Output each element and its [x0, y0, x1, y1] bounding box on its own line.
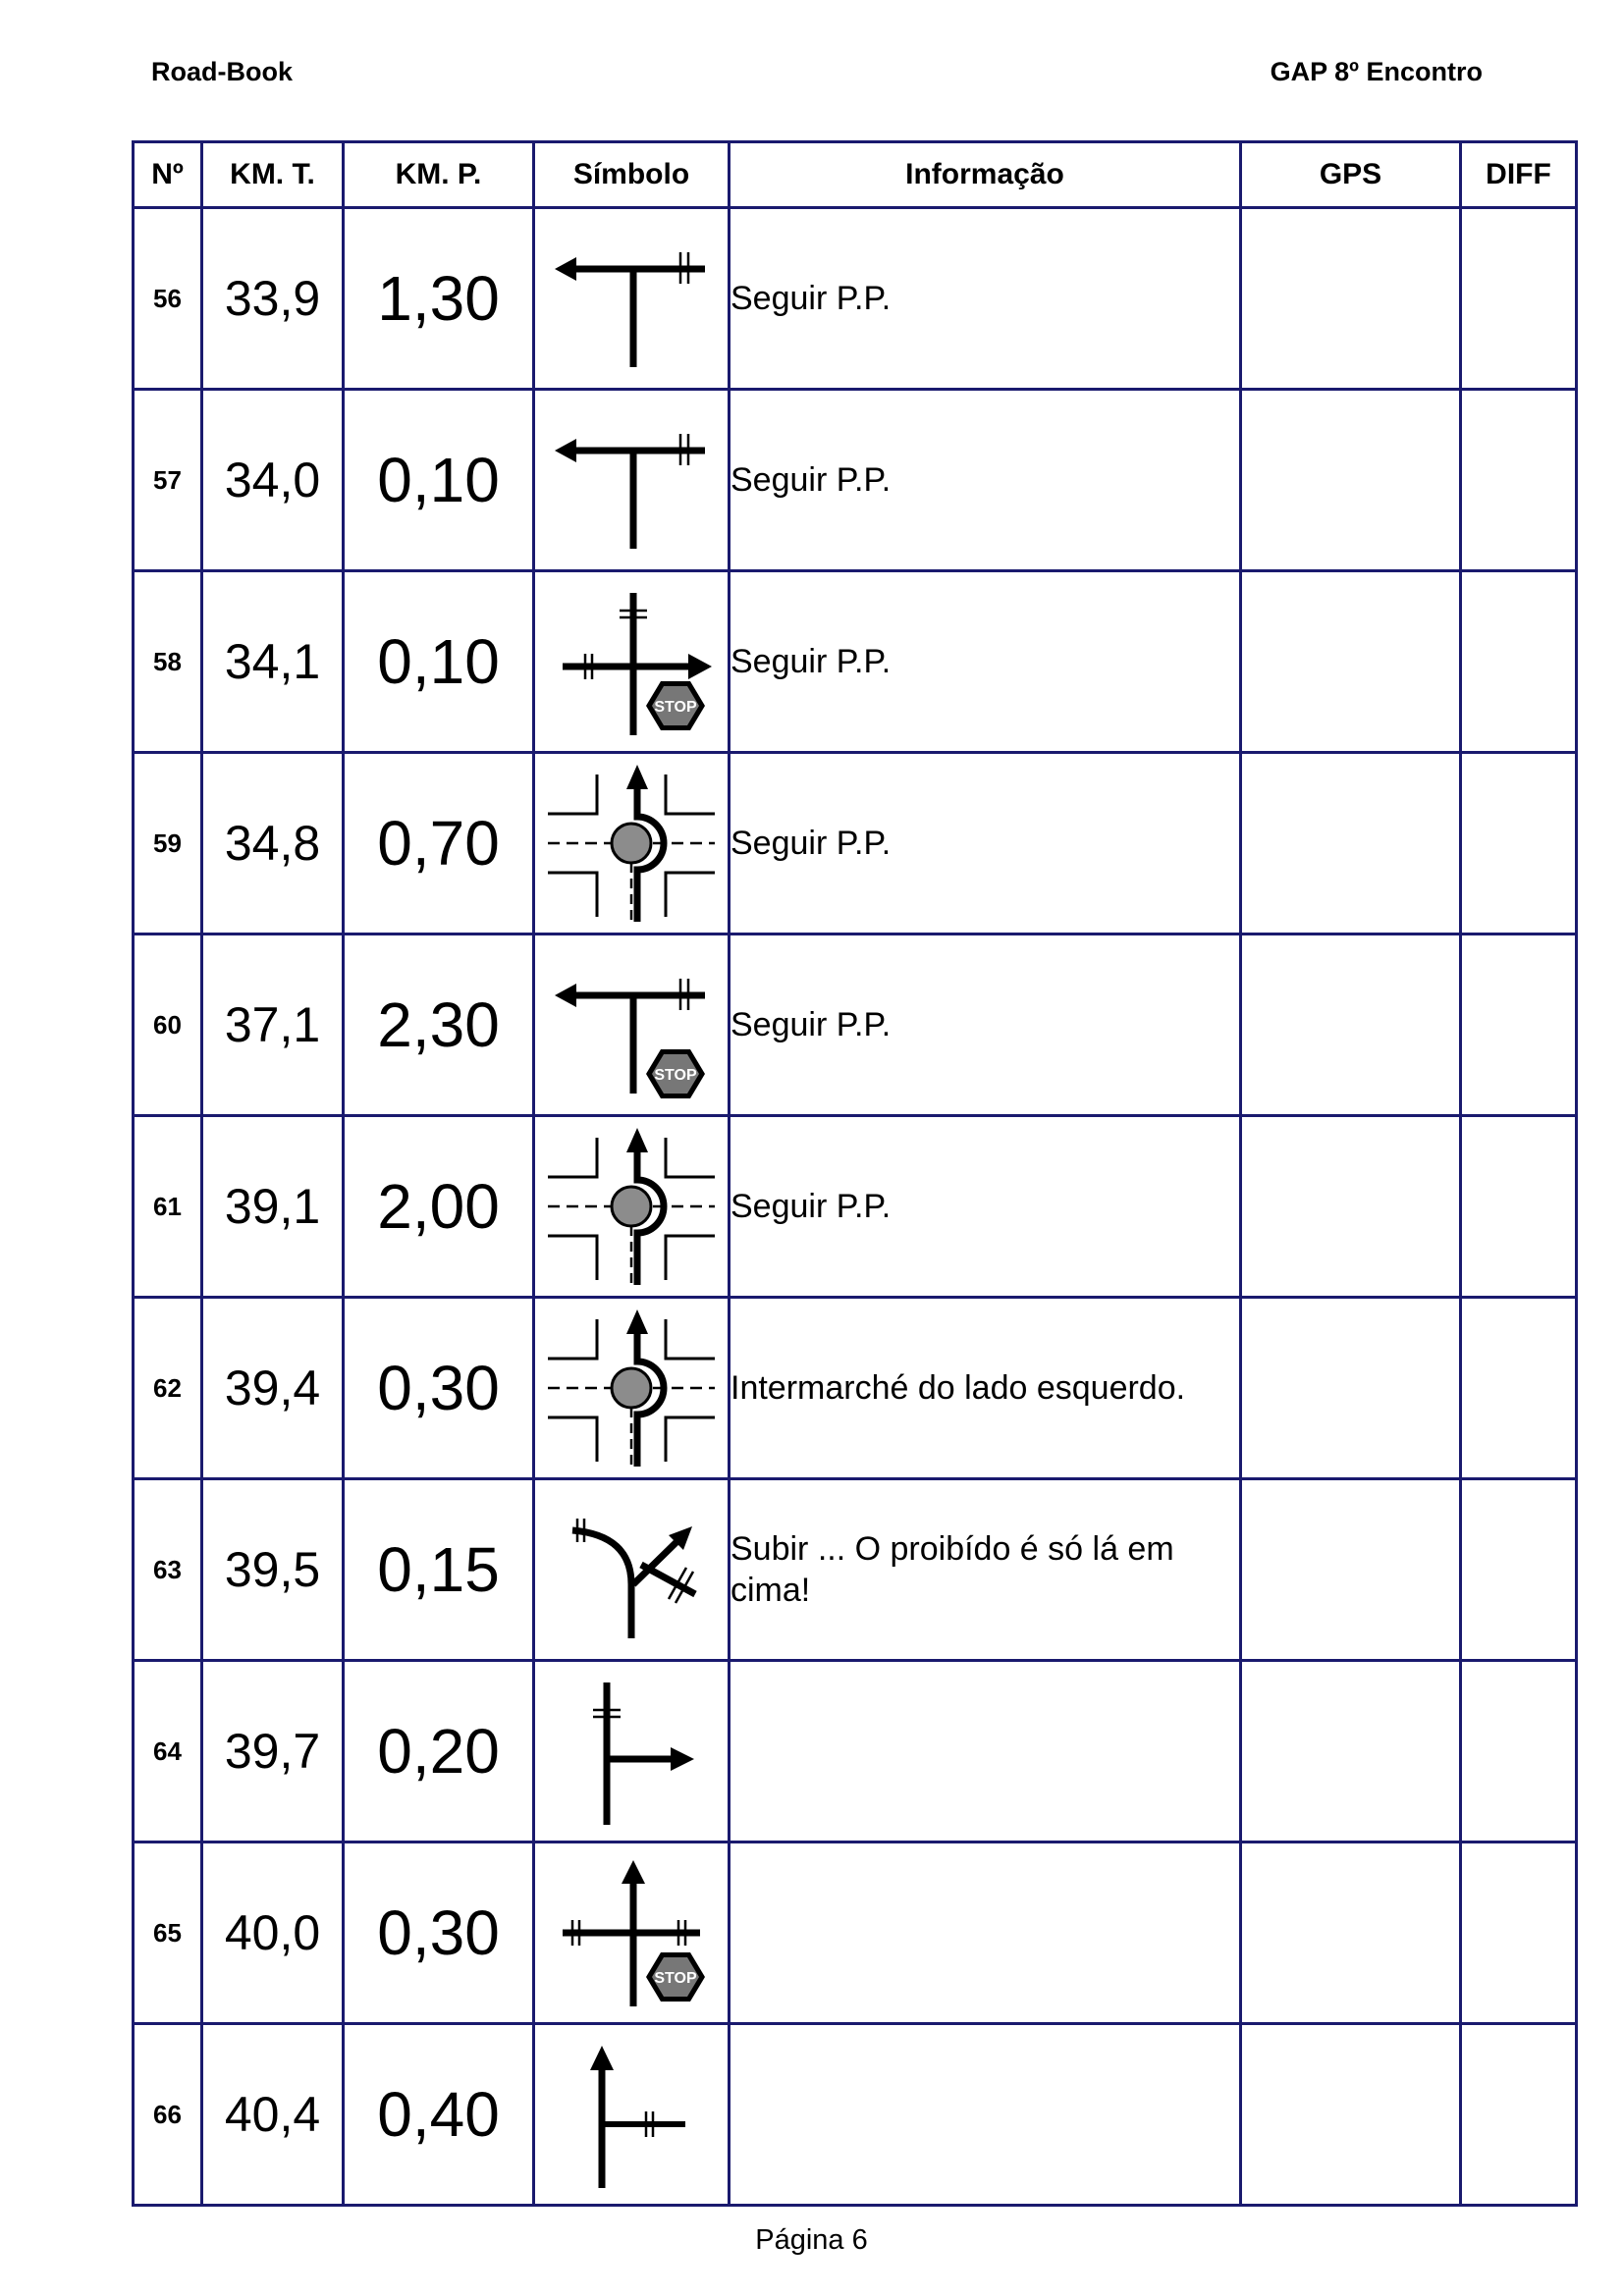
- table-header-row: [134, 142, 1577, 208]
- row-number: 61: [134, 1116, 202, 1298]
- gps-cell: [1241, 208, 1461, 390]
- gps-cell: [1241, 1842, 1461, 2024]
- gps-cell: [1241, 1298, 1461, 1479]
- info-cell: Seguir P.P.: [730, 208, 1241, 390]
- t-left-icon: [543, 401, 720, 559]
- col-header-diff: DIFF: [1461, 142, 1577, 208]
- info-cell: Seguir P.P.: [730, 1116, 1241, 1298]
- symbol-cell: [534, 1298, 730, 1479]
- km-total: 40,4: [202, 2024, 344, 2206]
- diff-cell: [1461, 1116, 1577, 1298]
- t-left-stop-icon: [543, 946, 720, 1103]
- km-total: 34,0: [202, 390, 344, 571]
- svg-text:STOP: STOP: [654, 699, 697, 716]
- col-header-num: Nº: [134, 142, 202, 208]
- symbol-cell: [534, 390, 730, 571]
- gps-cell: [1241, 1661, 1461, 1842]
- row-number: 56: [134, 208, 202, 390]
- info-cell: [730, 1842, 1241, 2024]
- table-row: [134, 571, 1577, 753]
- diff-cell: [1461, 1842, 1577, 2024]
- km-partial: 0,30: [344, 1298, 534, 1479]
- km-partial: 0,30: [344, 1842, 534, 2024]
- table-row: [134, 208, 1577, 390]
- event-name: GAP 8º Encontro: [1270, 57, 1483, 86]
- gps-cell: [1241, 753, 1461, 934]
- document-title: Road-Book: [151, 57, 293, 86]
- table-row: [134, 1661, 1577, 1842]
- km-partial: 0,40: [344, 2024, 534, 2206]
- col-header-symbol: Símbolo: [534, 142, 730, 208]
- km-partial: 0,70: [344, 753, 534, 934]
- turn-right-icon: [543, 1673, 720, 1830]
- col-header-info: Informação: [730, 142, 1241, 208]
- gps-cell: [1241, 2024, 1461, 2206]
- row-number: 60: [134, 934, 202, 1116]
- km-total: 40,0: [202, 1842, 344, 2024]
- km-partial: 0,15: [344, 1479, 534, 1661]
- table-row: [134, 1479, 1577, 1661]
- table-row: [134, 2024, 1577, 2206]
- table-row: [134, 390, 1577, 571]
- straight-left-branch-icon: [543, 2036, 720, 2193]
- symbol-cell: [534, 1661, 730, 1842]
- row-number: 59: [134, 753, 202, 934]
- row-number: 64: [134, 1661, 202, 1842]
- km-partial: 0,10: [344, 571, 534, 753]
- col-header-km-p: KM. P.: [344, 142, 534, 208]
- km-partial: 2,30: [344, 934, 534, 1116]
- table-row: [134, 753, 1577, 934]
- row-number: 62: [134, 1298, 202, 1479]
- gps-cell: [1241, 1116, 1461, 1298]
- km-total: 34,1: [202, 571, 344, 753]
- km-total: 39,1: [202, 1116, 344, 1298]
- row-number: 66: [134, 2024, 202, 2206]
- col-header-gps: GPS: [1241, 142, 1461, 208]
- info-cell: Intermarché do lado esquerdo.: [730, 1298, 1241, 1479]
- diff-cell: [1461, 934, 1577, 1116]
- km-total: 34,8: [202, 753, 344, 934]
- table-row: [134, 1116, 1577, 1298]
- info-cell: [730, 1661, 1241, 1842]
- gps-cell: [1241, 1479, 1461, 1661]
- roundabout-straight-icon: [543, 760, 720, 927]
- svg-text:STOP: STOP: [654, 1067, 697, 1084]
- cross-straight-stop-icon: [543, 1854, 720, 2011]
- symbol-cell: [534, 934, 730, 1116]
- row-number: 63: [134, 1479, 202, 1661]
- symbol-cell: [534, 2024, 730, 2206]
- table-row: [134, 934, 1577, 1116]
- diff-cell: [1461, 1479, 1577, 1661]
- svg-text:STOP: STOP: [654, 1970, 697, 1987]
- symbol-cell: [534, 1842, 730, 2024]
- fork-right-icon: [543, 1491, 720, 1648]
- table-row: [134, 1842, 1577, 2024]
- cross-right-stop-icon: [543, 583, 720, 740]
- diff-cell: [1461, 571, 1577, 753]
- info-cell: Seguir P.P.: [730, 934, 1241, 1116]
- km-total: 39,7: [202, 1661, 344, 1842]
- km-total: 37,1: [202, 934, 344, 1116]
- roundabout-straight-icon: [543, 1305, 720, 1471]
- gps-cell: [1241, 390, 1461, 571]
- symbol-cell: [534, 208, 730, 390]
- km-partial: 0,10: [344, 390, 534, 571]
- info-cell: Seguir P.P.: [730, 753, 1241, 934]
- km-total: 39,5: [202, 1479, 344, 1661]
- table-row: [134, 1298, 1577, 1479]
- table-body: [134, 208, 1577, 2206]
- km-partial: 1,30: [344, 208, 534, 390]
- info-cell: [730, 2024, 1241, 2206]
- page-number: Página 6: [755, 2224, 868, 2256]
- info-cell: Seguir P.P.: [730, 571, 1241, 753]
- symbol-cell: [534, 571, 730, 753]
- km-total: 33,9: [202, 208, 344, 390]
- info-cell: Subir ... O proibído é só lá em cima!: [730, 1479, 1241, 1661]
- symbol-cell: [534, 1116, 730, 1298]
- symbol-cell: [534, 1479, 730, 1661]
- row-number: 57: [134, 390, 202, 571]
- km-total: 39,4: [202, 1298, 344, 1479]
- t-left-icon: [543, 220, 720, 377]
- diff-cell: [1461, 208, 1577, 390]
- roundabout-straight-icon: [543, 1123, 720, 1290]
- row-number: 58: [134, 571, 202, 753]
- gps-cell: [1241, 571, 1461, 753]
- col-header-km-t: KM. T.: [202, 142, 344, 208]
- gps-cell: [1241, 934, 1461, 1116]
- km-partial: 0,20: [344, 1661, 534, 1842]
- symbol-cell: [534, 753, 730, 934]
- diff-cell: [1461, 2024, 1577, 2206]
- info-cell: Seguir P.P.: [730, 390, 1241, 571]
- km-partial: 2,00: [344, 1116, 534, 1298]
- row-number: 65: [134, 1842, 202, 2024]
- diff-cell: [1461, 1661, 1577, 1842]
- diff-cell: [1461, 753, 1577, 934]
- roadbook-table: [132, 140, 1578, 2207]
- diff-cell: [1461, 1298, 1577, 1479]
- diff-cell: [1461, 390, 1577, 571]
